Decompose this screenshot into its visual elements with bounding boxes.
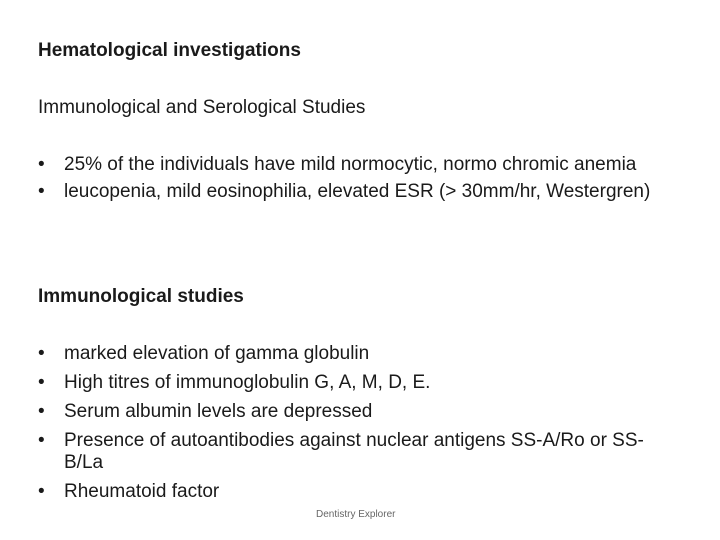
bullet-text: leucopenia, mild eosinophilia, elevated ESR (> 30mm/hr, Westergren) xyxy=(64,181,651,202)
bullet-icon: • xyxy=(38,154,45,175)
immunological-studies-heading: Immunological studies xyxy=(38,286,244,307)
list-item xyxy=(38,481,678,503)
bullet-text: 25% of the individuals have mild normocytic, normo chromic anemia xyxy=(64,154,637,175)
bullet-text: Presence of autoantibodies against nuclear antigens SS-A/Ro or SS-B/La xyxy=(64,430,644,473)
footer-watermark: Dentistry Explorer xyxy=(316,509,396,520)
list-item xyxy=(38,154,678,176)
hematology-bullet-list xyxy=(38,154,678,203)
immunological-serological-subheading: Immunological and Serological Studies xyxy=(38,97,366,118)
hematological-investigations-heading: Hematological investigations xyxy=(38,40,301,61)
bullet-icon: • xyxy=(38,181,45,202)
bullet-text: marked elevation of gamma globulin xyxy=(64,343,370,364)
bullet-icon: • xyxy=(38,430,45,451)
bullet-icon: • xyxy=(38,481,45,502)
list-item xyxy=(38,401,678,423)
bullet-icon: • xyxy=(38,343,45,364)
list-item xyxy=(38,430,678,474)
bullet-icon: • xyxy=(38,372,45,393)
bullet-text: High titres of immunoglobulin G, A, M, D, E. xyxy=(64,372,431,393)
bullet-text: Serum albumin levels are depressed xyxy=(64,401,373,422)
list-item xyxy=(38,372,678,394)
bullet-text: Rheumatoid factor xyxy=(64,481,220,502)
immunology-bullet-list xyxy=(38,343,678,503)
bullet-icon: • xyxy=(38,401,45,422)
list-item xyxy=(38,343,678,365)
list-item xyxy=(38,181,678,203)
